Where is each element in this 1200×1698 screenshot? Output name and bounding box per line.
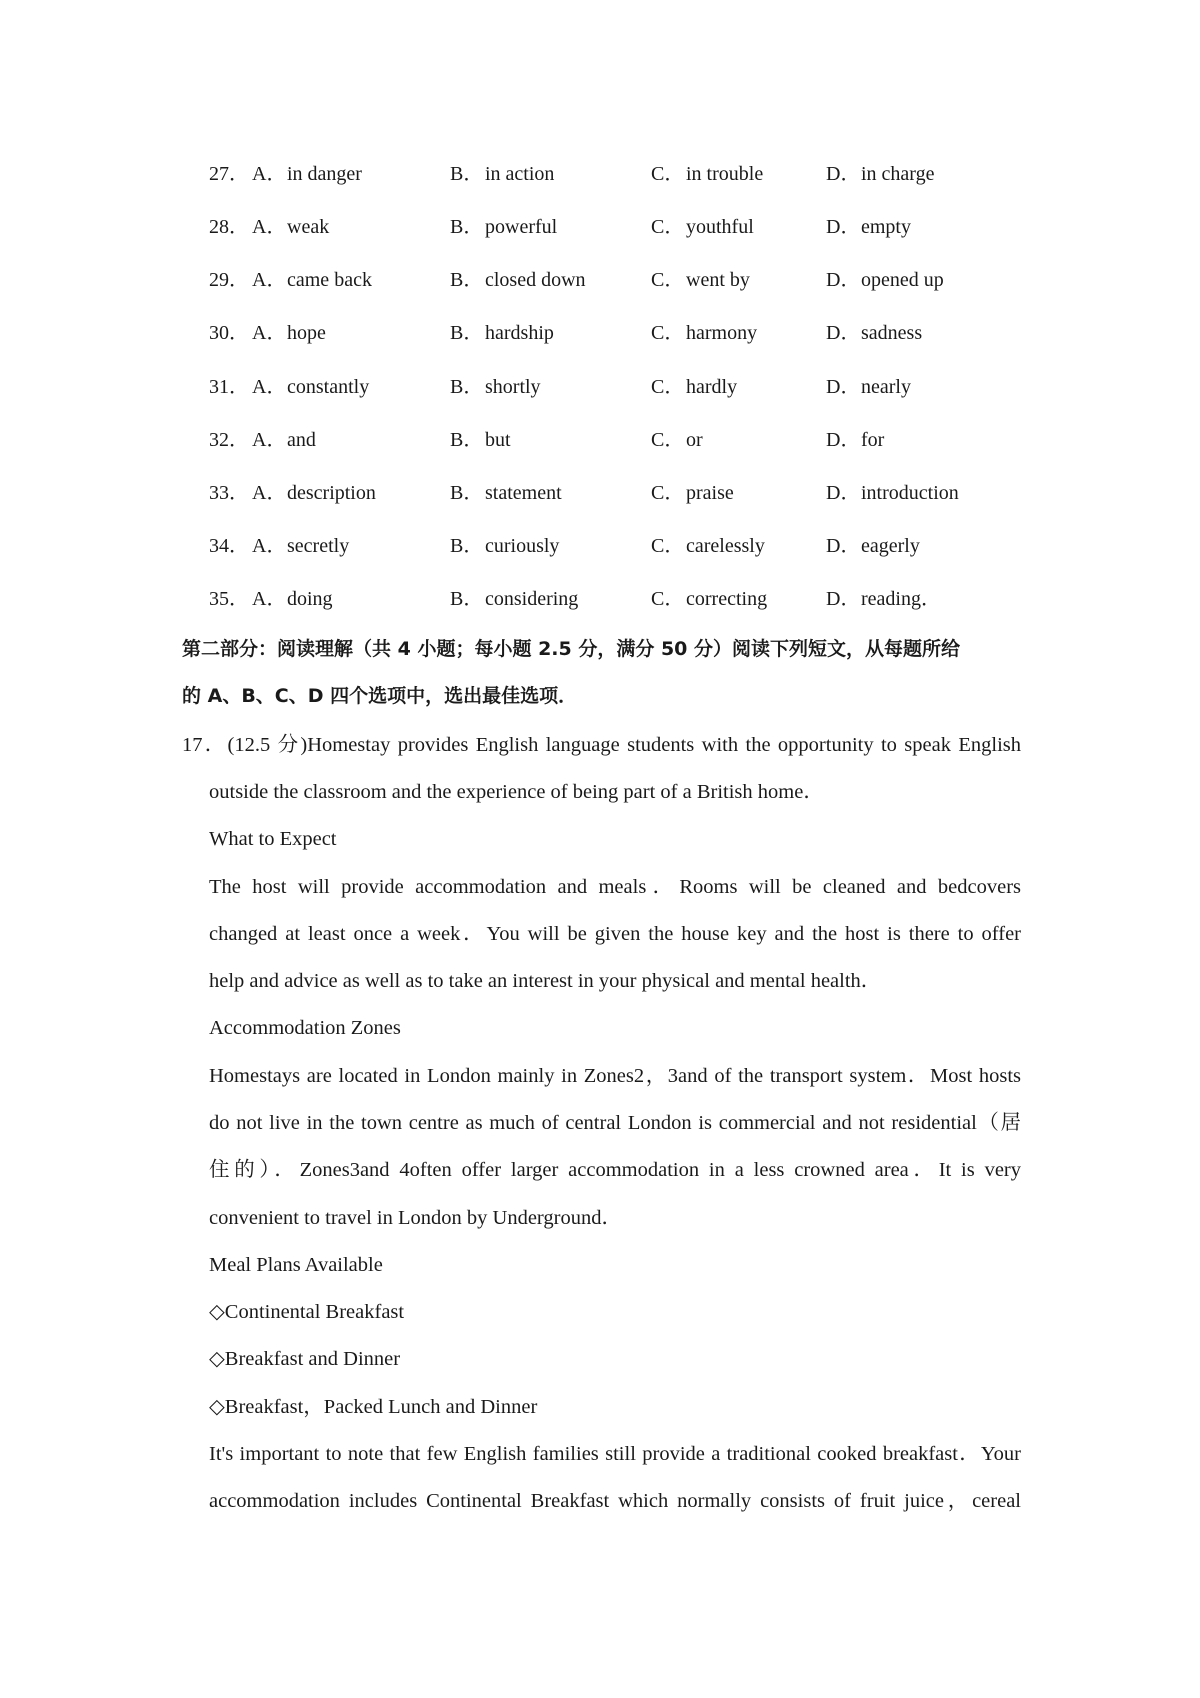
option-a: A．came back xyxy=(252,269,372,291)
heading-what-to-expect: What to Expect xyxy=(209,828,337,850)
option-c: C．hardly xyxy=(651,376,738,398)
option-a: A．hope xyxy=(252,322,326,344)
option-row-30 xyxy=(0,317,1200,370)
question-number: 34． xyxy=(209,535,249,557)
option-d: D．for xyxy=(826,429,885,451)
question-number: 30． xyxy=(209,322,249,344)
option-c: C．harmony xyxy=(651,322,758,344)
option-b: B．hardship xyxy=(450,322,554,344)
expect-line-3: help and advice as well as to take an interest in your physical and mental health． xyxy=(209,970,882,992)
heading-accommodation-zones: Accommodation Zones xyxy=(209,1017,401,1039)
question-number: 27． xyxy=(209,163,249,185)
option-c: C．or xyxy=(651,429,703,451)
note-line-2: accommodation includes Continental Breakfast which normally consists of fruit juice，cereal xyxy=(209,1490,1021,1512)
zones-line-3: 住的）．Zones3and 4often offer larger accommodation in a less crowned area．It is very xyxy=(209,1159,1021,1181)
option-b: B．considering xyxy=(450,588,579,610)
option-b: B．statement xyxy=(450,482,562,504)
option-a: A．description xyxy=(252,482,376,504)
option-row-31 xyxy=(0,371,1200,424)
option-b: B．powerful xyxy=(450,216,558,238)
option-a: A．secretly xyxy=(252,535,350,557)
section-heading-line-1: 第二部分：阅读理解（共 4 小题；每小题 2.5 分，满分 50 分）阅读下列短文，从每题所给 xyxy=(182,638,961,660)
option-d: D．reading． xyxy=(826,588,941,610)
question-number: 33． xyxy=(209,482,249,504)
option-d: D．eagerly xyxy=(826,535,920,557)
meal-plan-item-1: ◇Continental Breakfast xyxy=(209,1301,405,1323)
passage-intro-line-2: outside the classroom and the experience of being part of a British home． xyxy=(209,781,824,803)
option-d: D．empty xyxy=(826,216,911,238)
option-b: B．closed down xyxy=(450,269,586,291)
zones-line-2: do not live in the town centre as much of central London is commercial and not residential（居 xyxy=(209,1112,1021,1134)
meal-plan-item-2: ◇Breakfast and Dinner xyxy=(209,1348,401,1370)
question-number: 29． xyxy=(209,269,249,291)
option-c: C．in trouble xyxy=(651,163,764,185)
option-b: B．curiously xyxy=(450,535,560,557)
option-d: D．in charge xyxy=(826,163,935,185)
question-label: 17．(12.5 分) xyxy=(182,734,308,756)
option-c: C．praise xyxy=(651,482,734,504)
option-row-32 xyxy=(0,424,1200,477)
option-a: A．constantly xyxy=(252,376,370,398)
option-a: A．doing xyxy=(252,588,333,610)
question-number: 31． xyxy=(209,376,249,398)
option-d: D．introduction xyxy=(826,482,959,504)
expect-line-1: The host will provide accommodation and meals．Rooms will be cleaned and bedcovers xyxy=(209,876,1021,898)
option-row-29 xyxy=(0,264,1200,317)
passage-intro-line-1: 17．(12.5 分)Homestay provides English language students with the opportunity to speak English xyxy=(182,734,1022,756)
option-row-33 xyxy=(0,477,1200,530)
option-c: C．carelessly xyxy=(651,535,765,557)
option-b: B．shortly xyxy=(450,376,541,398)
option-c: C．youthful xyxy=(651,216,754,238)
expect-line-2: changed at least once a week．You will be given the house key and the host is there to offer xyxy=(209,923,1021,945)
option-b: B．but xyxy=(450,429,511,451)
option-a: A．and xyxy=(252,429,316,451)
option-a: A．weak xyxy=(252,216,330,238)
question-number: 35． xyxy=(209,588,249,610)
zones-line-1: Homestays are located in London mainly in Zones2，3and of the transport system．Most hosts xyxy=(209,1065,1021,1087)
question-number: 32． xyxy=(209,429,249,451)
option-c: C．correcting xyxy=(651,588,768,610)
meal-plan-item-3: ◇Breakfast，Packed Lunch and Dinner xyxy=(209,1396,538,1418)
option-row-27 xyxy=(0,158,1200,211)
section-heading-line-2: 的 A、B、C、D 四个选项中，选出最佳选项． xyxy=(182,685,578,707)
option-d: D．nearly xyxy=(826,376,911,398)
option-a: A．in danger xyxy=(252,163,362,185)
note-line-1: It's important to note that few English families still provide a traditional cooked breakfast．Your xyxy=(209,1443,1021,1465)
option-d: D．opened up xyxy=(826,269,944,291)
option-c: C．went by xyxy=(651,269,750,291)
option-row-34 xyxy=(0,530,1200,583)
question-number: 28． xyxy=(209,216,249,238)
option-row-28 xyxy=(0,211,1200,264)
option-b: B．in action xyxy=(450,163,555,185)
option-d: D．sadness xyxy=(826,322,923,344)
heading-meal-plans: Meal Plans Available xyxy=(209,1254,383,1276)
zones-line-4: convenient to travel in London by Underground． xyxy=(209,1207,622,1229)
